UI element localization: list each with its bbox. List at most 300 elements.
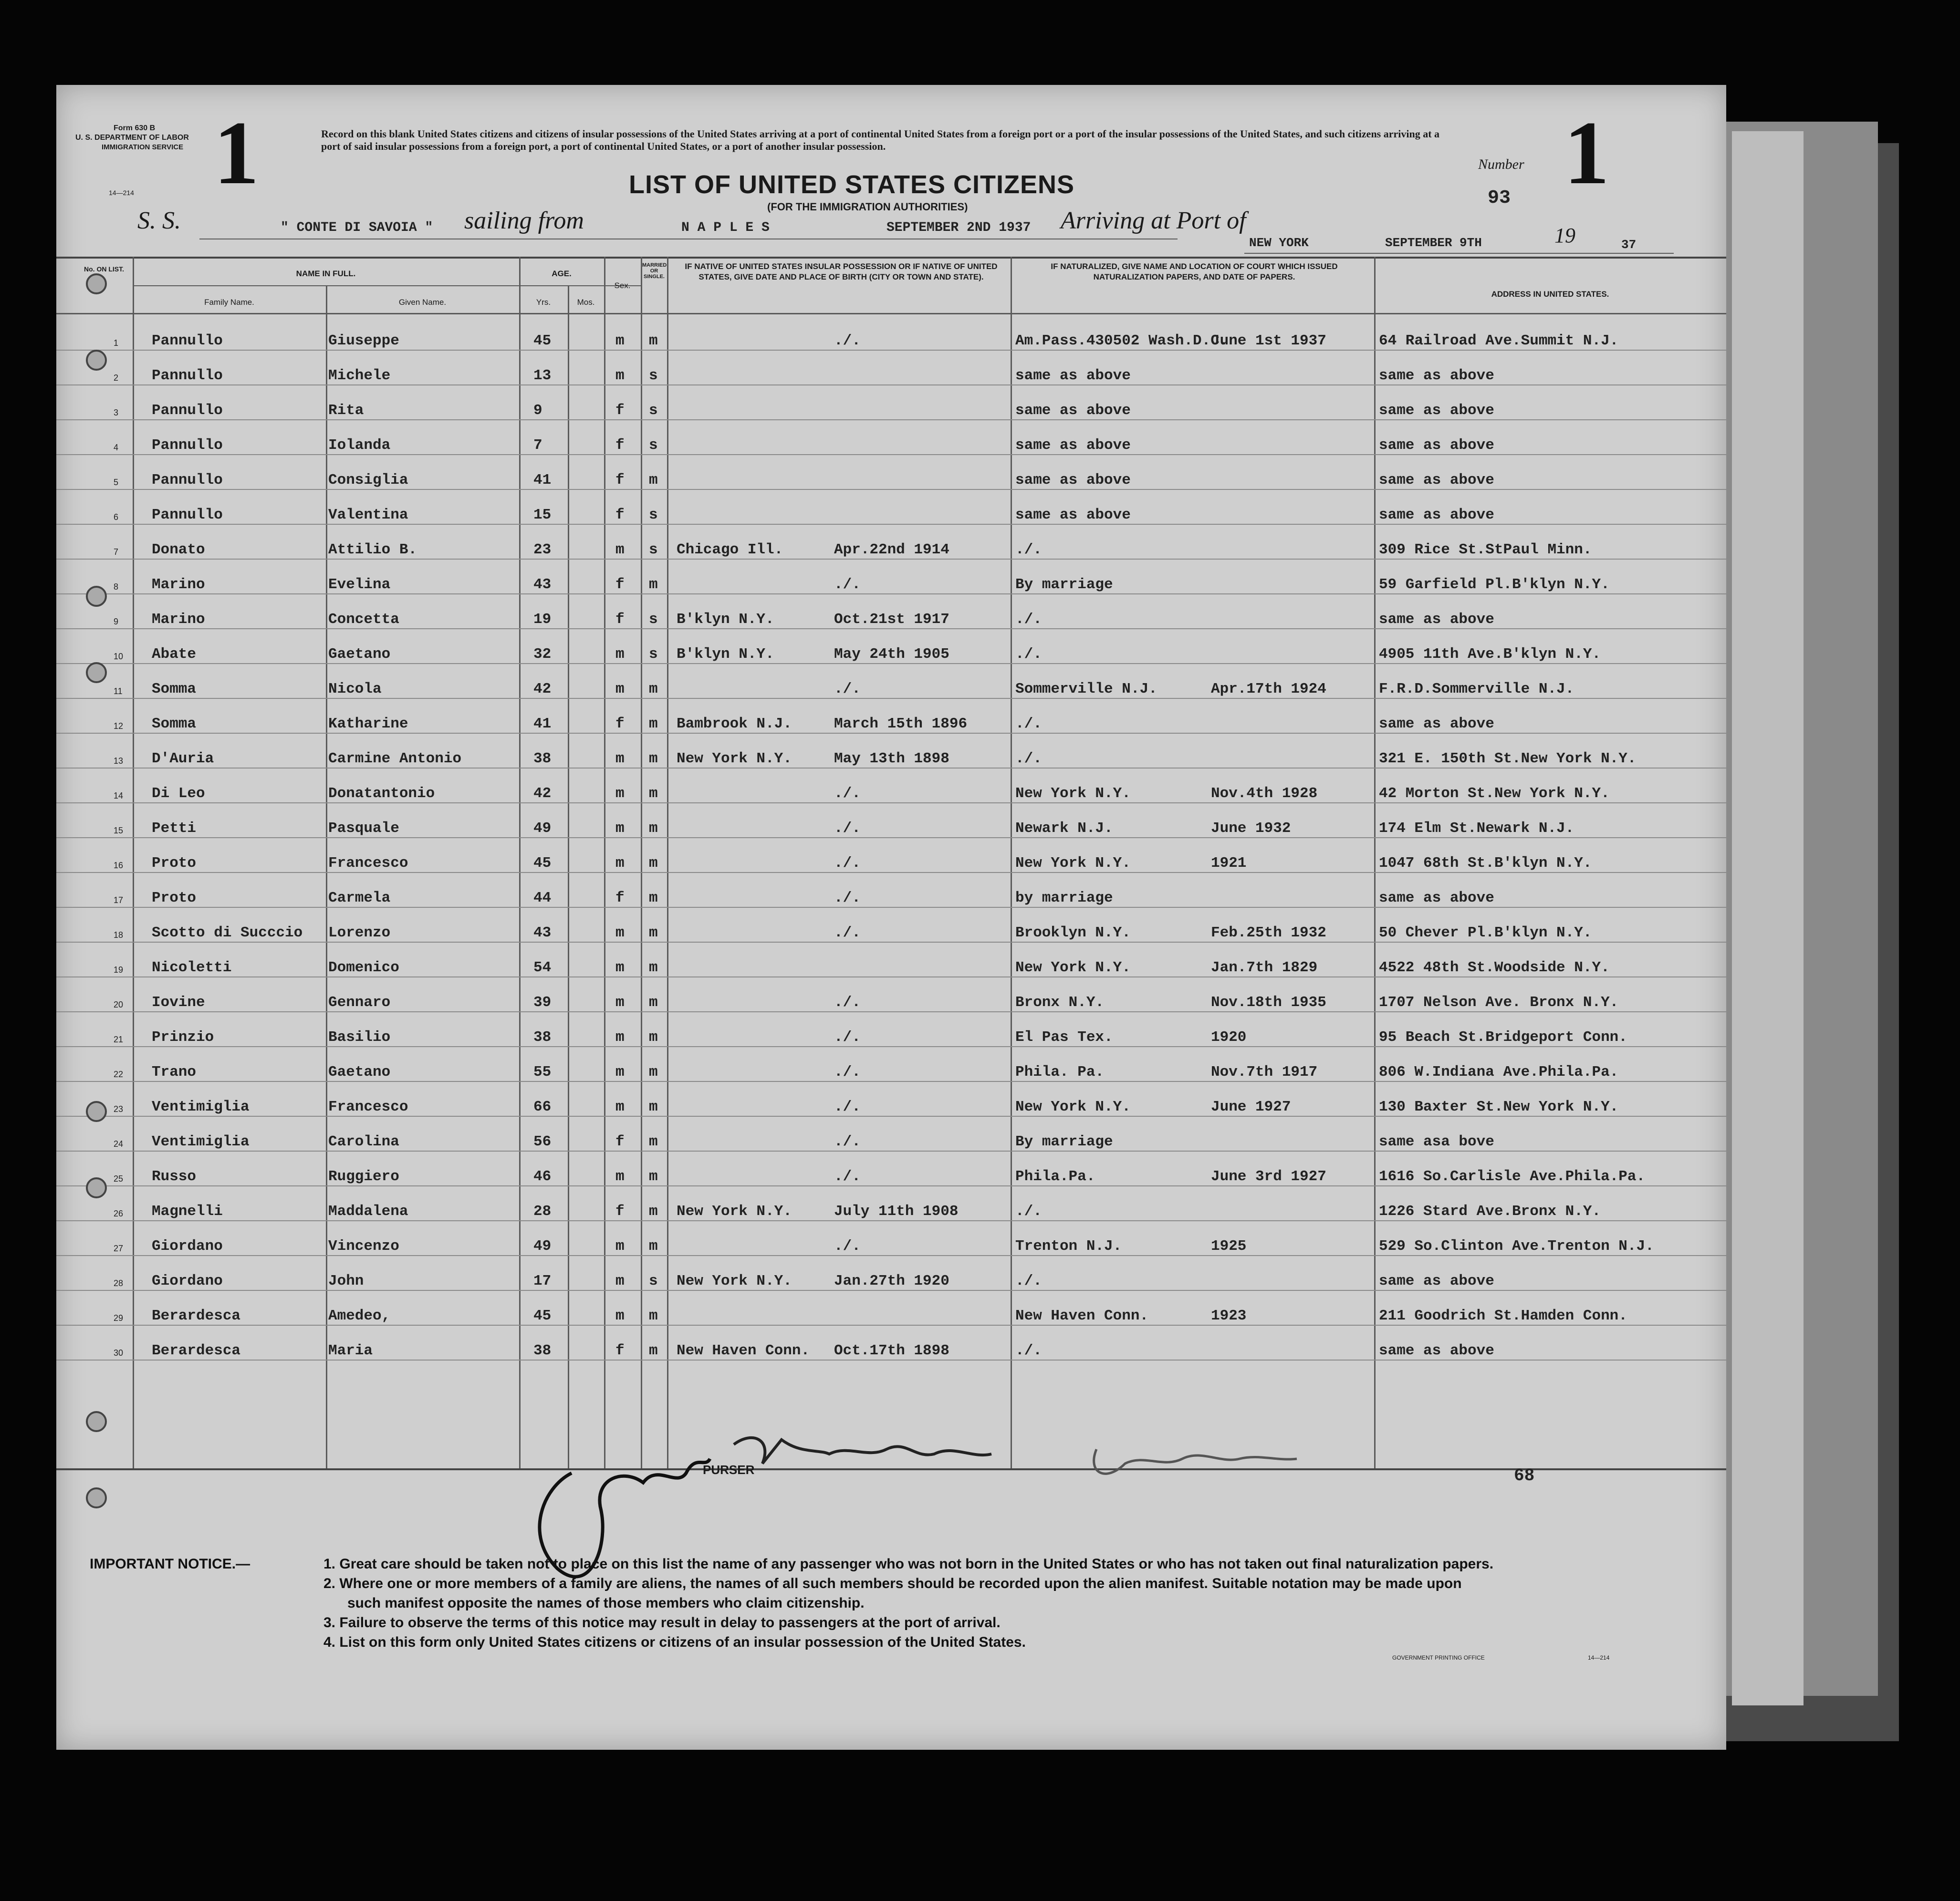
- birth-date: Jan.27th 1920: [834, 1273, 949, 1289]
- naturalization-court: ./.: [1015, 611, 1042, 628]
- sex: f: [615, 507, 625, 523]
- birth-place: Bambrook N.J.: [677, 716, 792, 732]
- us-address: 321 E. 150th St.New York N.Y.: [1379, 750, 1637, 767]
- given-name: Donatantonio: [328, 785, 435, 802]
- birth-place: Chicago Ill.: [677, 541, 783, 558]
- sex: m: [615, 855, 625, 872]
- birth-place: New Haven Conn.: [677, 1342, 810, 1359]
- table-row: [56, 386, 1726, 420]
- service-label: IMMIGRATION SERVICE: [102, 143, 184, 151]
- row-number: 28: [114, 1278, 124, 1288]
- row-rule: [56, 1116, 1726, 1117]
- sailing-date: SEPTEMBER 2ND 1937: [886, 220, 1031, 235]
- naturalization-court: Phila. Pa.: [1015, 1064, 1105, 1080]
- row-rule: [56, 559, 1726, 560]
- naturalization-court: Newark N.J.: [1015, 820, 1113, 837]
- row-number: 2: [114, 373, 119, 383]
- us-address: same as above: [1379, 611, 1494, 628]
- marital-status: m: [649, 1099, 658, 1115]
- row-rule: [56, 733, 1726, 734]
- row-rule: [56, 454, 1726, 455]
- row-rule: [56, 837, 1726, 838]
- given-name: Valentina: [328, 507, 408, 523]
- row-number: 17: [114, 895, 124, 905]
- us-address: 1707 Nelson Ave. Bronx N.Y.: [1379, 994, 1619, 1011]
- number-label: Number: [1478, 156, 1524, 172]
- row-rule: [56, 628, 1726, 629]
- naturalization-date: Nov.18th 1935: [1211, 994, 1326, 1011]
- naturalization-court: Bronx N.Y.: [1015, 994, 1105, 1011]
- naturalization-court: El Pas Tex.: [1015, 1029, 1113, 1046]
- row-rule: [56, 1011, 1726, 1012]
- notice-item-1: 1. Great care should be taken not to place on this list the name of any passenger who was not born in the United States or who has not taken out final naturalization papers.: [323, 1556, 1494, 1572]
- marital-status: m: [649, 472, 658, 488]
- marital-status: m: [649, 1342, 658, 1359]
- given-name: Pasquale: [328, 820, 399, 837]
- row-number: 27: [114, 1244, 124, 1253]
- age-years: 15: [533, 507, 552, 523]
- birth-date: ./.: [834, 890, 861, 906]
- naturalization-court: By marriage: [1015, 576, 1113, 593]
- given-name: Domenico: [328, 959, 399, 976]
- marital-status: m: [649, 750, 658, 767]
- given-name: Rita: [328, 402, 364, 419]
- family-name: Di Leo: [152, 785, 205, 802]
- sex: f: [615, 611, 625, 628]
- naturalization-court: New York N.Y.: [1015, 855, 1131, 872]
- given-name: Carmine Antonio: [328, 750, 462, 767]
- family-name: Somma: [152, 716, 197, 732]
- us-address: same as above: [1379, 716, 1494, 732]
- sex: f: [615, 1133, 625, 1150]
- sex: f: [615, 472, 625, 488]
- naturalization-court: ./.: [1015, 646, 1042, 663]
- sex: m: [615, 1064, 625, 1080]
- given-name: Carmela: [328, 890, 391, 906]
- sex: m: [615, 994, 625, 1011]
- given-name: John: [328, 1273, 364, 1289]
- table-row: [56, 699, 1726, 734]
- row-rule: [56, 1255, 1726, 1256]
- naturalization-date: Nov.4th 1928: [1211, 785, 1318, 802]
- table-row: [56, 769, 1726, 803]
- naturalization-date: Nov.7th 1917: [1211, 1064, 1318, 1080]
- us-address: 42 Morton St.New York N.Y.: [1379, 785, 1610, 802]
- table-row: [56, 804, 1726, 838]
- age-years: 28: [533, 1203, 552, 1220]
- row-number: 20: [114, 1000, 124, 1009]
- marital-status: s: [649, 1273, 658, 1289]
- col-header-mos: Mos.: [577, 298, 595, 307]
- us-address: same as above: [1379, 367, 1494, 384]
- row-rule: [56, 907, 1726, 908]
- table-row: [56, 943, 1726, 977]
- col-header-given: Given Name.: [398, 298, 447, 307]
- us-address: F.R.D.Sommerville N.J.: [1379, 681, 1574, 697]
- family-name: Giordano: [152, 1238, 223, 1255]
- naturalization-date: Apr.17th 1924: [1211, 681, 1326, 697]
- age-years: 66: [533, 1099, 552, 1115]
- family-name: Berardesca: [152, 1308, 241, 1324]
- table-row: [56, 1187, 1726, 1221]
- family-name: Proto: [152, 890, 197, 906]
- row-rule: [56, 1046, 1726, 1047]
- punch-hole: [86, 586, 107, 607]
- department-label: U. S. DEPARTMENT OF LABOR: [75, 134, 189, 142]
- sex: m: [615, 1099, 625, 1115]
- us-address: same as above: [1379, 507, 1494, 523]
- table-row: [56, 1326, 1726, 1361]
- sex: f: [615, 402, 625, 419]
- marital-status: m: [649, 994, 658, 1011]
- given-name: Lorenzo: [328, 925, 391, 941]
- row-rule: [56, 384, 1726, 385]
- col-header-yrs: Yrs.: [536, 298, 551, 307]
- birth-date: ./.: [834, 855, 861, 872]
- notice-item-4: 4. List on this form only United States citizens or citizens of an insular possession of the United States.: [323, 1634, 1026, 1650]
- sex: m: [615, 681, 625, 697]
- naturalization-court: ./.: [1015, 541, 1042, 558]
- row-number: 18: [114, 930, 124, 940]
- birth-place: New York N.Y.: [677, 750, 792, 767]
- table-row: [56, 490, 1726, 525]
- punch-hole: [86, 1411, 107, 1432]
- table-row: [56, 978, 1726, 1012]
- row-rule: [56, 698, 1726, 699]
- naturalization-court: New York N.Y.: [1015, 959, 1131, 976]
- sex: f: [615, 576, 625, 593]
- purser-label: PURSER: [703, 1463, 755, 1477]
- arrival-port: NEW YORK: [1249, 236, 1309, 250]
- row-number: 10: [114, 652, 124, 661]
- row-number: 16: [114, 861, 124, 870]
- family-name: Donato: [152, 541, 205, 558]
- naturalization-court: same as above: [1015, 437, 1131, 454]
- family-name: Pannullo: [152, 472, 223, 488]
- naturalization-court: ./.: [1015, 750, 1042, 767]
- sex: m: [615, 1168, 625, 1185]
- age-years: 41: [533, 472, 552, 488]
- given-name: Giuseppe: [328, 332, 399, 349]
- col-header-age: AGE.: [552, 269, 572, 278]
- row-number: 21: [114, 1035, 124, 1044]
- col-header-address: ADDRESS IN UNITED STATES.: [1491, 290, 1609, 299]
- birth-place: New York N.Y.: [677, 1273, 792, 1289]
- us-address: 529 So.Clinton Ave.Trenton N.J.: [1379, 1238, 1654, 1255]
- birth-date: Apr.22nd 1914: [834, 541, 949, 558]
- marital-status: m: [649, 1308, 658, 1324]
- age-years: 44: [533, 890, 552, 906]
- row-rule: [56, 419, 1726, 420]
- given-name: Concetta: [328, 611, 399, 628]
- given-name: Vincenzo: [328, 1238, 399, 1255]
- table-row: [56, 525, 1726, 560]
- sex: m: [615, 1238, 625, 1255]
- family-name: Prinzio: [152, 1029, 214, 1046]
- marital-status: m: [649, 716, 658, 732]
- row-rule: [56, 1151, 1726, 1152]
- us-address: 64 Railroad Ave.Summit N.J.: [1379, 332, 1619, 349]
- marital-status: m: [649, 1029, 658, 1046]
- naturalization-date: 1925: [1211, 1238, 1247, 1255]
- us-address: same as above: [1379, 472, 1494, 488]
- given-name: Maria: [328, 1342, 373, 1359]
- sex: f: [615, 890, 625, 906]
- family-name: Ventimiglia: [152, 1099, 250, 1115]
- ship-name: " CONTE DI SAVOIA ": [281, 220, 433, 235]
- birth-date: March 15th 1896: [834, 716, 968, 732]
- age-years: 17: [533, 1273, 552, 1289]
- given-name: Amedeo,: [328, 1308, 391, 1324]
- col-header-name: NAME IN FULL.: [296, 269, 356, 278]
- sailing-label: sailing from: [464, 207, 584, 234]
- table-row: [56, 456, 1726, 490]
- given-name: Gennaro: [328, 994, 391, 1011]
- notice-item-3: 3. Failure to observe the terms of this notice may result in delay to passengers at the port of arrival.: [323, 1615, 1001, 1631]
- marital-status: s: [649, 437, 658, 454]
- naturalization-date: 1920: [1211, 1029, 1247, 1046]
- marital-status: m: [649, 1133, 658, 1150]
- row-rule: [56, 768, 1726, 769]
- col-header-naturalized: IF NATURALIZED, GIVE NAME AND LOCATION OF COURT WHICH ISSUED NATURALIZATION PAPERS, AND DATE OF PAPERS.: [1051, 262, 1338, 281]
- birth-date: Oct.17th 1898: [834, 1342, 949, 1359]
- age-years: 45: [533, 855, 552, 872]
- arrival-date: SEPTEMBER 9TH: [1385, 236, 1482, 250]
- form-code: 14—214: [109, 189, 134, 197]
- age-years: 23: [533, 541, 552, 558]
- age-years: 38: [533, 1342, 552, 1359]
- age-years: 38: [533, 1029, 552, 1046]
- age-years: 42: [533, 681, 552, 697]
- marital-status: s: [649, 646, 658, 663]
- marital-status: m: [649, 576, 658, 593]
- birth-date: ./.: [834, 576, 861, 593]
- given-name: Iolanda: [328, 437, 391, 454]
- sex: m: [615, 820, 625, 837]
- ss-label: S. S.: [137, 207, 181, 234]
- family-name: Pannullo: [152, 332, 223, 349]
- naturalization-court: By marriage: [1015, 1133, 1113, 1150]
- naturalization-date: Feb.25th 1932: [1211, 925, 1326, 941]
- form-number: Form 630 B: [114, 124, 156, 132]
- manifest-sheet: [56, 85, 1726, 1750]
- age-years: 56: [533, 1133, 552, 1150]
- age-years: 7: [533, 437, 542, 454]
- punch-hole: [86, 350, 107, 371]
- marital-status: m: [649, 785, 658, 802]
- col-header-married: MARRIED OR SINGLE.: [642, 262, 667, 280]
- naturalization-court: same as above: [1015, 367, 1131, 384]
- birth-date: ./.: [834, 1029, 861, 1046]
- naturalization-court: ./.: [1015, 1342, 1042, 1359]
- row-number: 30: [114, 1348, 124, 1358]
- birth-date: ./.: [834, 332, 861, 349]
- age-years: 43: [533, 576, 552, 593]
- marital-status: s: [649, 402, 658, 419]
- family-name: Abate: [152, 646, 197, 663]
- us-address: 1226 Stard Ave.Bronx N.Y.: [1379, 1203, 1601, 1220]
- naturalization-date: June 1st 1937: [1211, 332, 1326, 349]
- birth-date: ./.: [834, 994, 861, 1011]
- row-rule: [56, 489, 1726, 490]
- birth-date: May 13th 1898: [834, 750, 949, 767]
- row-number: 22: [114, 1070, 124, 1079]
- table-top-rule: [56, 257, 1726, 259]
- given-name: Evelina: [328, 576, 391, 593]
- table-row: [56, 1222, 1726, 1256]
- page-title: LIST OF UNITED STATES CITIZENS: [629, 170, 1074, 199]
- birth-date: ./.: [834, 681, 861, 697]
- us-address: 95 Beach St.Bridgeport Conn.: [1379, 1029, 1627, 1046]
- page-number-right: 1: [1564, 103, 1609, 203]
- birth-date: ./.: [834, 1064, 861, 1080]
- birth-date: ./.: [834, 1133, 861, 1150]
- age-years: 49: [533, 820, 552, 837]
- col-header-sex: Sex.: [614, 281, 631, 290]
- marital-status: m: [649, 1238, 658, 1255]
- us-address: 4522 48th St.Woodside N.Y.: [1379, 959, 1610, 976]
- row-rule: [56, 1360, 1726, 1361]
- us-address: same as above: [1379, 402, 1494, 419]
- marital-status: m: [649, 925, 658, 941]
- age-years: 39: [533, 994, 552, 1011]
- age-years: 55: [533, 1064, 552, 1080]
- age-years: 19: [533, 611, 552, 628]
- naturalization-date: June 1932: [1211, 820, 1291, 837]
- given-name: Gaetano: [328, 1064, 391, 1080]
- table-row: [56, 839, 1726, 873]
- marital-status: m: [649, 820, 658, 837]
- naturalization-court: New York N.Y.: [1015, 1099, 1131, 1115]
- family-name: Marino: [152, 611, 205, 628]
- naturalization-court: Brooklyn N.Y.: [1015, 925, 1131, 941]
- row-rule: [56, 350, 1726, 351]
- row-rule: [56, 976, 1726, 977]
- age-years: 38: [533, 750, 552, 767]
- notice-item-2-cont: such manifest opposite the names of those members who claim citizenship.: [347, 1595, 865, 1611]
- family-name: Nicoletti: [152, 959, 232, 976]
- birth-date: May 24th 1905: [834, 646, 949, 663]
- year-suffix: 37: [1621, 238, 1637, 252]
- row-number: 23: [114, 1104, 124, 1114]
- us-address: same as above: [1379, 1273, 1494, 1289]
- sex: m: [615, 367, 625, 384]
- marital-status: m: [649, 1168, 658, 1185]
- sex: f: [615, 1203, 625, 1220]
- page-subtitle: (FOR THE IMMIGRATION AUTHORITIES): [767, 201, 968, 213]
- age-years: 9: [533, 402, 542, 419]
- table-row: [56, 421, 1726, 455]
- row-number: 7: [114, 547, 119, 557]
- naturalization-date: 1923: [1211, 1308, 1247, 1324]
- age-years: 46: [533, 1168, 552, 1185]
- row-rule: [56, 663, 1726, 664]
- birth-date: July 11th 1908: [834, 1203, 959, 1220]
- row-number: 4: [114, 443, 119, 452]
- us-address: 1047 68th St.B'klyn N.Y.: [1379, 855, 1592, 872]
- sex: m: [615, 750, 625, 767]
- naturalization-court: Phila.Pa.: [1015, 1168, 1095, 1185]
- naturalization-court: Sommerville N.J.: [1015, 681, 1157, 697]
- birth-date: ./.: [834, 785, 861, 802]
- given-name: Michele: [328, 367, 391, 384]
- row-number: 12: [114, 721, 124, 731]
- notice-title: IMPORTANT NOTICE.—: [90, 1556, 250, 1572]
- naturalization-court: same as above: [1015, 402, 1131, 419]
- us-address: same as above: [1379, 890, 1494, 906]
- printer-code: 14—214: [1588, 1654, 1610, 1661]
- row-rule: [56, 1081, 1726, 1082]
- family-name: Marino: [152, 576, 205, 593]
- us-address: same as above: [1379, 437, 1494, 454]
- marital-status: m: [649, 1064, 658, 1080]
- row-rule: [56, 802, 1726, 803]
- birth-date: ./.: [834, 1238, 861, 1255]
- family-name: Scotto di Succcio: [152, 925, 303, 941]
- from-port: N A P L E S: [681, 220, 770, 235]
- us-address: 59 Garfield Pl.B'klyn N.Y.: [1379, 576, 1610, 593]
- naturalization-court: by marriage: [1015, 890, 1113, 906]
- naturalization-court: same as above: [1015, 507, 1131, 523]
- family-name: Pannullo: [152, 367, 223, 384]
- given-name: Carolina: [328, 1133, 399, 1150]
- family-name: Russo: [152, 1168, 197, 1185]
- table-row: [56, 734, 1726, 769]
- age-years: 45: [533, 332, 552, 349]
- sex: m: [615, 785, 625, 802]
- marital-status: m: [649, 890, 658, 906]
- birth-place: B'klyn N.Y.: [677, 611, 774, 628]
- naturalization-date: June 3rd 1927: [1211, 1168, 1326, 1185]
- table-row: [56, 1117, 1726, 1152]
- row-rule: [56, 872, 1726, 873]
- sex: m: [615, 959, 625, 976]
- punch-hole: [86, 273, 107, 294]
- background-paper-edge-inner: [1732, 131, 1804, 1705]
- marital-status: m: [649, 332, 658, 349]
- row-number: 26: [114, 1209, 124, 1218]
- row-rule: [56, 524, 1726, 525]
- table-row: [56, 1013, 1726, 1047]
- year-prefix: 19: [1554, 224, 1575, 247]
- family-name: Somma: [152, 681, 197, 697]
- sex: m: [615, 1308, 625, 1324]
- row-number: 11: [114, 686, 123, 696]
- marital-status: s: [649, 367, 658, 384]
- family-name: Giordano: [152, 1273, 223, 1289]
- family-name: Magnelli: [152, 1203, 223, 1220]
- row-number: 8: [114, 582, 119, 592]
- list-number: 93: [1488, 187, 1511, 209]
- naturalization-court: Trenton N.J.: [1015, 1238, 1122, 1255]
- notice-item-2: 2. Where one or more members of a family are aliens, the names of all such members should be recorded upon the alien manifest. Suitable notation may be made upon: [323, 1576, 1462, 1591]
- naturalization-date: Jan.7th 1829: [1211, 959, 1318, 976]
- table-row: [56, 595, 1726, 629]
- punch-hole: [86, 1177, 107, 1198]
- sex: f: [615, 1342, 625, 1359]
- sex: f: [615, 716, 625, 732]
- sex: m: [615, 541, 625, 558]
- family-name: Pannullo: [152, 437, 223, 454]
- row-rule: [56, 942, 1726, 943]
- age-years: 49: [533, 1238, 552, 1255]
- printer-label: GOVERNMENT PRINTING OFFICE: [1392, 1654, 1485, 1661]
- table-row: [56, 316, 1726, 351]
- birth-date: ./.: [834, 1168, 861, 1185]
- row-number: 5: [114, 478, 119, 487]
- given-name: Consiglia: [328, 472, 408, 488]
- given-name: Francesco: [328, 855, 408, 872]
